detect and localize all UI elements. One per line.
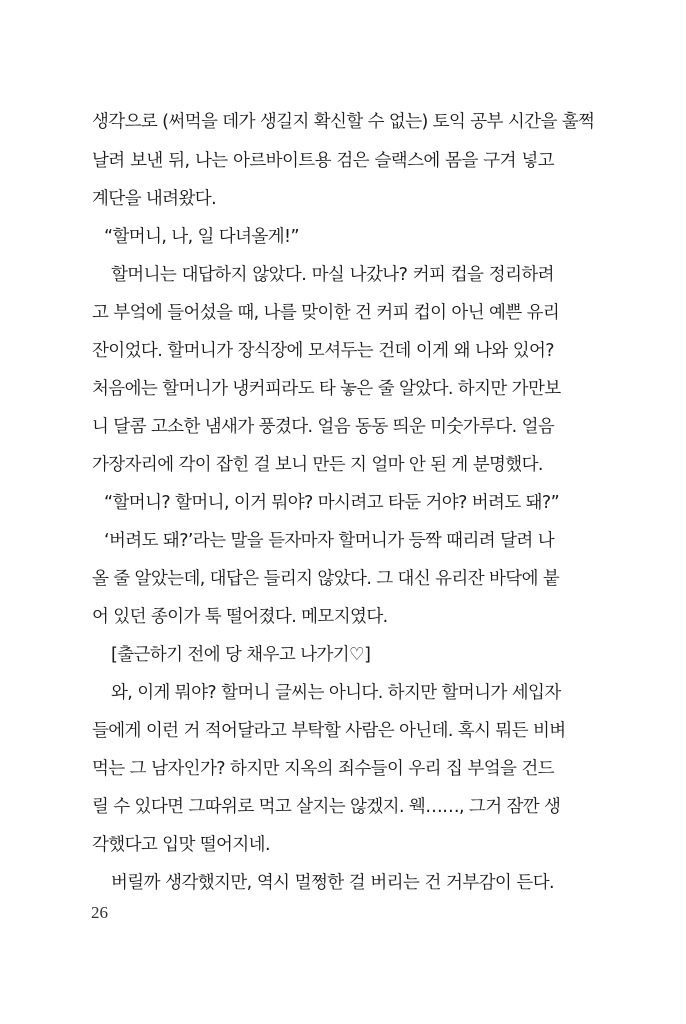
text-line: 먹는 그 남자인가? 하지만 지옥의 죄수들이 우리 집 부엌을 건드	[92, 759, 554, 779]
memo-line: [출근하기 전에 당 채우고 나가기♡]	[111, 645, 371, 665]
text-line: 잔이었다. 할머니가 장식장에 모셔두는 건데 이게 왜 나와 있어?	[92, 341, 554, 361]
text-line: 니 달콤 고소한 냄새가 풍겼다. 얼음 동동 띄운 미숫가루다. 얼음	[92, 417, 555, 437]
text-line: 올 줄 알았는데, 대답은 들리지 않았다. 그 대신 유리잔 바닥에 붙	[92, 569, 560, 589]
paragraph-start: 버릴까 생각했지만, 역시 멀쩡한 걸 버리는 건 거부감이 든다.	[111, 873, 554, 893]
text-line: 각했다고 입맛 떨어지네.	[92, 835, 270, 855]
dialogue-line: “할머니? 할머니, 이거 뭐야? 마시려고 타둔 거야? 버려도 돼?”	[104, 493, 560, 513]
dialogue-line: “할머니, 나, 일 다녀올게!”	[104, 227, 299, 247]
text-line: 처음에는 할머니가 냉커피라도 타 놓은 줄 알았다. 하지만 가만보	[92, 379, 561, 399]
text-line: 어 있던 종이가 툭 떨어졌다. 메모지였다.	[92, 607, 388, 627]
text-line: 계단을 내려왔다.	[92, 189, 217, 209]
text-line: 가장자리에 각이 잡힌 걸 보니 만든 지 얼마 안 된 게 분명했다.	[92, 455, 543, 475]
text-line: 고 부엌에 들어섰을 때, 나를 맞이한 건 커피 컵이 아닌 예쁜 유리	[92, 303, 560, 323]
text-line: 릴 수 있다면 그따위로 먹고 살지는 않겠지. 웩……, 그거 잠깐 생	[92, 797, 561, 817]
text-line: 날려 보낸 뒤, 나는 아르바이트용 검은 슬랙스에 몸을 구겨 넣고	[92, 151, 554, 171]
paragraph-start: 와, 이게 뭐야? 할머니 글씨는 아니다. 하지만 할머니가 세입자	[111, 683, 561, 703]
paragraph-start: ‘버려도 돼?’라는 말을 듣자마자 할머니가 등짝 때리려 달려 나	[104, 531, 554, 551]
page-number: 26	[91, 903, 108, 922]
paragraph-start: 할머니는 대답하지 않았다. 마실 나갔나? 커피 컵을 정리하려	[111, 265, 554, 285]
text-line: 들에게 이런 거 적어달라고 부탁할 사람은 아닌데. 혹시 뭐든 비벼	[92, 721, 566, 741]
text-line: 생각으로 (써먹을 데가 생길지 확신할 수 없는) 토익 공부 시간을 훌쩍	[92, 112, 595, 132]
